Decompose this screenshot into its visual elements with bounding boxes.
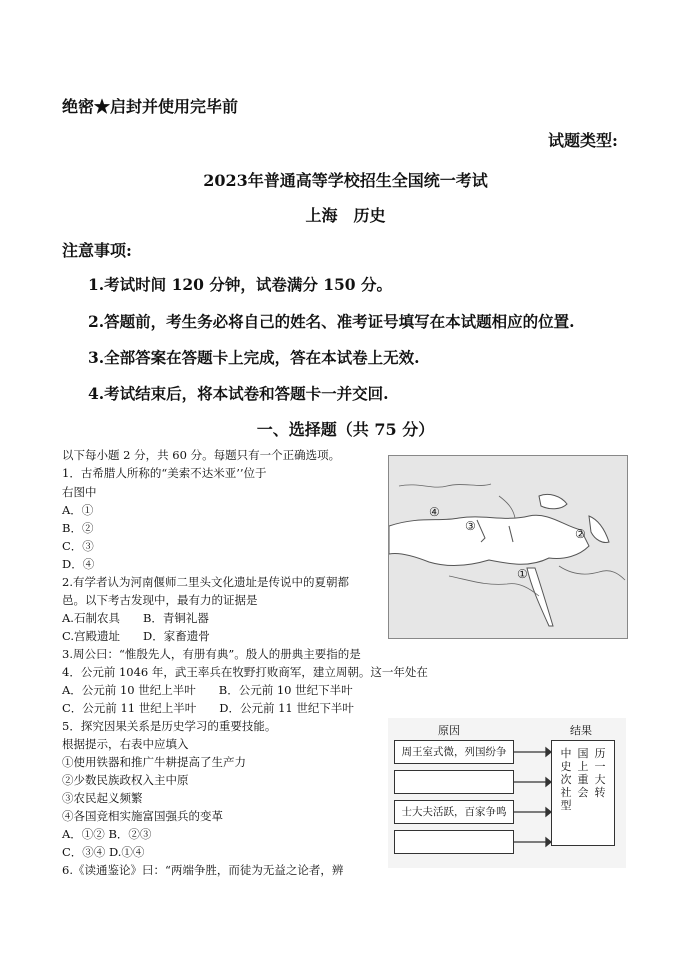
q2-stem-line2: 邑。以下考古发现中，最有力的证据是 xyxy=(62,593,258,607)
section-title: 一、选择题（共 75 分） xyxy=(256,420,435,439)
result-column-header: 结果 xyxy=(570,724,592,737)
map-marker-2: ② xyxy=(575,527,586,541)
mediterranean-map xyxy=(388,455,628,639)
map-drawing xyxy=(389,456,627,638)
result-column-1: 中史次社型 xyxy=(560,747,572,812)
q4-options-row2: C．公元前 11 世纪上半叶 D．公元前 11 世纪下半叶 xyxy=(62,701,354,715)
map-marker-4: ④ xyxy=(429,505,440,519)
q2-options-row2: C.宫殿遗址 D．家畜遗骨 xyxy=(62,629,210,643)
result-column-3: 历一大转 xyxy=(594,747,606,799)
notice-item-4: 4.考试结束后，将本试卷和答题卡一并交回. xyxy=(88,384,389,403)
q5-item-1: ①使用铁器和推广牛耕提高了生产力 xyxy=(62,755,246,769)
secret-mark: 绝密★启封并使用完毕前 xyxy=(62,97,239,116)
q5-options-row1: A．①② B．②③ xyxy=(62,827,152,841)
q5-stem-line2: 根据提示，右表中应填入 xyxy=(62,737,189,751)
cause-box-1: 周王室式微，列国纷争 xyxy=(394,740,514,764)
notice-heading: 注意事项: xyxy=(62,241,132,260)
q3-stem: 3.周公曰：“惟殷先人，有册有典”。殷人的册典主要指的是 xyxy=(62,647,361,661)
cause-result-table xyxy=(388,718,626,868)
q2-options-row1: A.石制农具 B．青铜礼器 xyxy=(62,611,209,625)
notice-item-1: 1.考试时间 120 分钟，试卷满分 150 分。 xyxy=(88,275,392,294)
q4-options-row1: A．公元前 10 世纪上半叶 B．公元前 10 世纪下半叶 xyxy=(62,683,353,697)
notice-item-3: 3.全部答案在答题卡上完成，答在本试卷上无效. xyxy=(88,348,420,367)
result-column-2: 国上重会 xyxy=(577,747,589,799)
question-type-label: 试题类型: xyxy=(548,131,618,150)
q5-item-3: ③农民起义频繁 xyxy=(62,791,143,805)
q6-stem: 6.《读通鉴论》曰：“两端争胜，而徒为无益之论者，辨 xyxy=(62,863,344,877)
q1-stem-line1: 1．古希腊人所称的“美索不达米亚’’位于 xyxy=(62,466,267,480)
exam-subject: 上海 历史 xyxy=(305,206,386,225)
cause-box-4 xyxy=(394,830,514,854)
q1-option-b: B．② xyxy=(62,521,94,535)
cause-box-3: 士大夫活跃，百家争鸣 xyxy=(394,800,514,824)
exam-title: 2023年普通高等学校招生全国统一考试 xyxy=(203,171,488,190)
q5-stem-line1: 5．探究因果关系是历史学习的重要技能。 xyxy=(62,719,277,733)
map-marker-3: ③ xyxy=(465,519,476,533)
map-marker-1: ① xyxy=(517,567,528,581)
cause-box-2 xyxy=(394,770,514,794)
q2-stem-line1: 2.有学者认为河南偃师二里头文化遗址是传说中的夏朝都 xyxy=(62,575,349,589)
q1-option-d: D．④ xyxy=(62,557,95,571)
q5-options-row2: C．③④ D.①④ xyxy=(62,845,145,859)
notice-item-2: 2.答题前，考生务必将自己的姓名、准考证号填写在本试题相应的位置. xyxy=(88,312,575,331)
q1-option-c: C．③ xyxy=(62,539,94,553)
q5-item-2: ②少数民族政权入主中原 xyxy=(62,773,189,787)
q1-option-a: A．① xyxy=(62,503,94,517)
result-box xyxy=(551,740,615,846)
q1-stem-line2: 右图中 xyxy=(62,485,97,499)
q5-item-4: ④各国竞相实施富国强兵的变革 xyxy=(62,809,223,823)
section-intro: 以下每小题 2 分，共 60 分。每题只有一个正确选项。 xyxy=(62,448,341,462)
cause-column-header: 原因 xyxy=(438,724,460,737)
q4-stem: 4．公元前 1046 年，武王率兵在牧野打败商军，建立周朝。这一年处在 xyxy=(62,665,428,679)
